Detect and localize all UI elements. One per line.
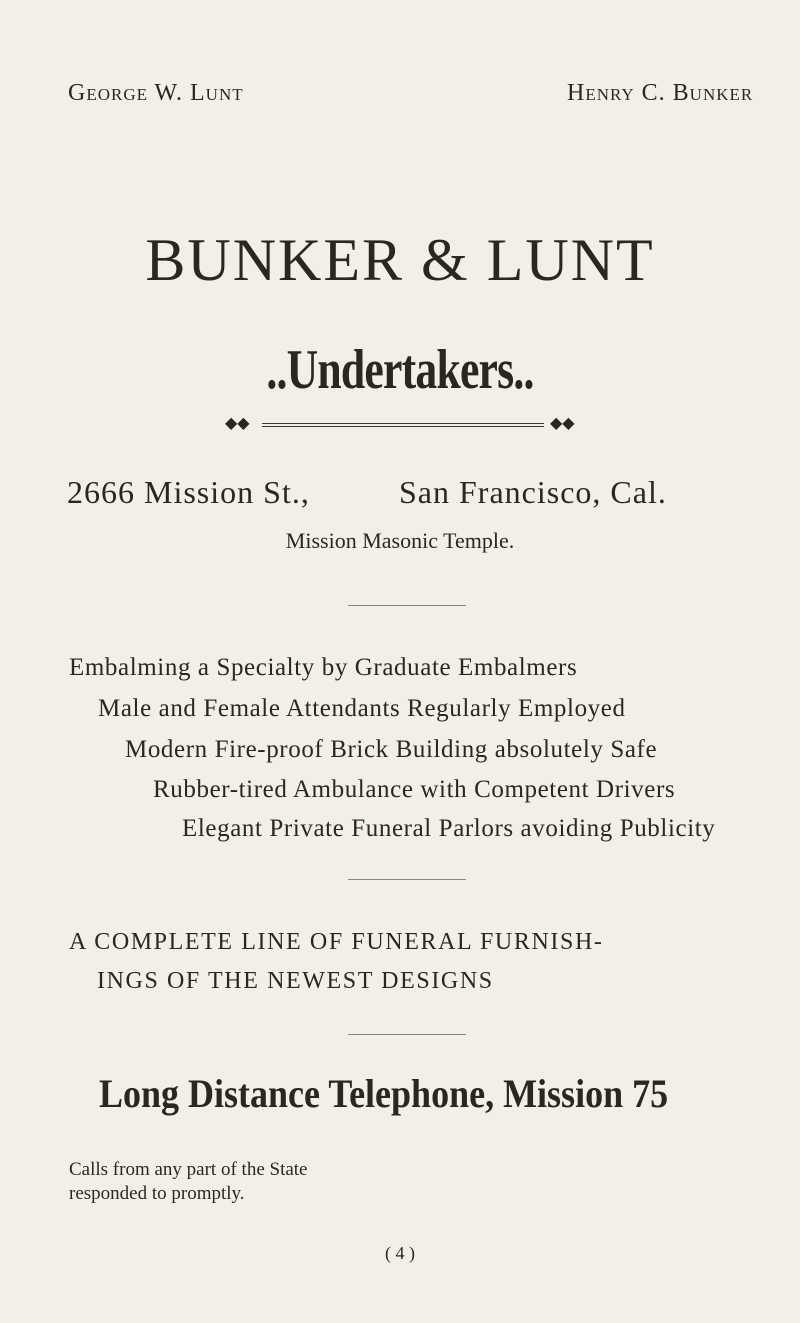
- diamond-ornament-left: ◆◆: [225, 415, 250, 432]
- partner-name-left: George W. Lunt: [68, 80, 244, 106]
- trade-title: ..Undertakers..: [266, 339, 534, 401]
- furnishings-line: A COMPLETE LINE OF FUNERAL FURNISH-: [69, 929, 604, 955]
- city-address: San Francisco, Cal.: [399, 474, 667, 510]
- partner-name-right: Henry C. Bunker: [567, 80, 754, 106]
- street-address: 2666 Mission St.,: [67, 474, 310, 510]
- specialty-line: Modern Fire-proof Brick Building absolutely Safe: [125, 736, 658, 763]
- divider-rule: [348, 879, 466, 880]
- telephone-line: Long Distance Telephone, Mission 75: [99, 1071, 669, 1116]
- page-number: ( 4 ): [385, 1243, 415, 1263]
- double-rule: [262, 423, 544, 427]
- diamond-ornament-right: ◆◆: [550, 415, 575, 432]
- calls-note-line: Calls from any part of the State: [69, 1159, 308, 1180]
- specialty-line: Male and Female Attendants Regularly Employed: [98, 695, 626, 722]
- specialty-line: Elegant Private Funeral Parlors avoiding Publicity: [182, 815, 716, 842]
- partners-header: [68, 80, 760, 110]
- furnishings-line: INGS OF THE NEWEST DESIGNS: [97, 968, 494, 994]
- building-name: Mission Masonic Temple.: [285, 528, 515, 553]
- divider-rule: [348, 1034, 466, 1035]
- divider-rule: [348, 605, 466, 606]
- specialty-line: Rubber-tired Ambulance with Competent Drivers: [153, 776, 676, 803]
- firm-name: BUNKER & LUNT: [145, 227, 655, 293]
- calls-note-line: responded to promptly.: [69, 1183, 245, 1204]
- specialty-line: Embalming a Specialty by Graduate Embalmers: [69, 654, 578, 681]
